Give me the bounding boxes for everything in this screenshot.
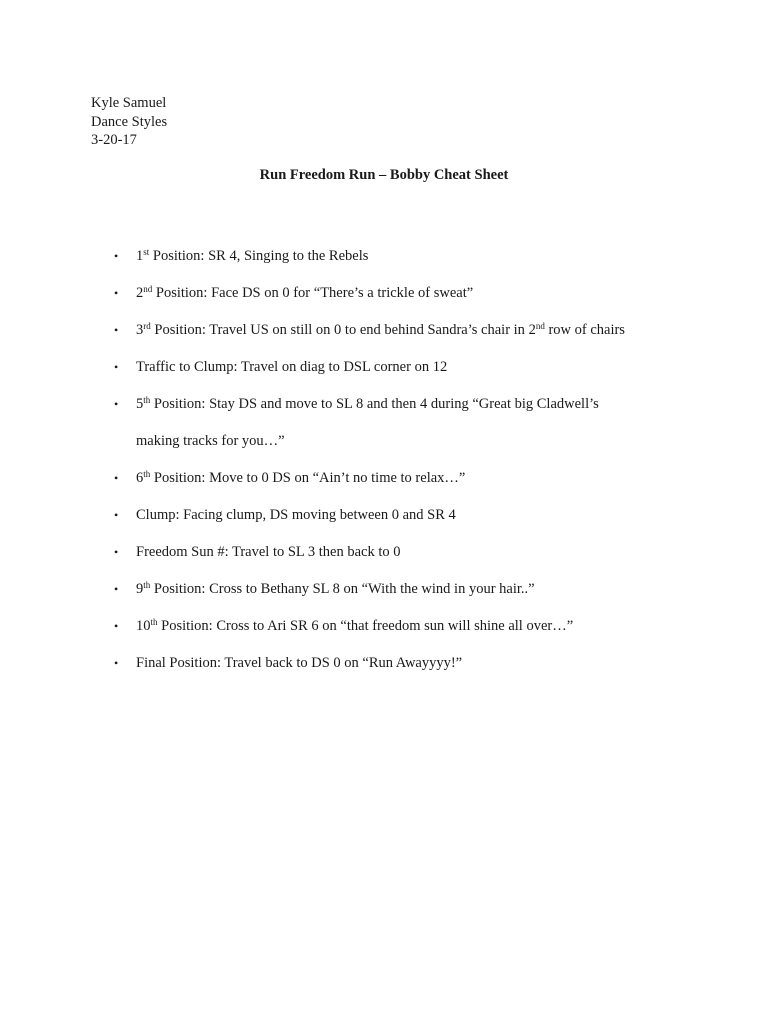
item-text-start: 6 — [136, 470, 144, 486]
list-item — [0, 497, 768, 534]
item-text-start: 5 — [136, 396, 144, 412]
bullet-icon: • — [114, 656, 119, 670]
item-text-start: 3 — [136, 322, 144, 338]
position-list — [0, 238, 768, 682]
bullet-icon: • — [114, 582, 119, 596]
list-item-text — [136, 312, 768, 349]
list-item-text — [136, 534, 768, 571]
item-text-start: 1 — [136, 248, 144, 264]
bullet-icon: • — [114, 397, 119, 411]
ordinal-suffix: th — [150, 617, 158, 627]
item-text-start: 2 — [136, 285, 144, 301]
list-item-text — [136, 608, 768, 645]
item-text-start: Traffic to Clump: Travel on diag to DSL corner on 12 — [136, 359, 448, 375]
list-item — [0, 608, 768, 645]
ordinal-suffix: th — [143, 469, 151, 479]
list-item — [0, 238, 768, 275]
bullet-icon: • — [114, 508, 119, 522]
course-name: Dance Styles — [91, 113, 168, 130]
bullet-icon: • — [114, 286, 119, 300]
ordinal-suffix: th — [143, 580, 151, 590]
item-text: Position: Move to 0 DS on “Ain’t no time to relax…” — [150, 470, 466, 486]
ordinal-suffix: th — [143, 395, 151, 405]
document-date: 3-20-17 — [91, 132, 137, 148]
list-item — [0, 349, 768, 386]
list-item — [0, 275, 768, 312]
author-name: Kyle Samuel — [91, 95, 167, 111]
item-text-end: row of chairs — [544, 322, 625, 338]
list-item — [0, 386, 768, 460]
list-item — [0, 645, 768, 682]
item-text-start: Final Position: Travel back to DS 0 on “Run Awayyyy!” — [136, 655, 463, 671]
item-text: Position: SR 4, Singing to the Rebels — [149, 248, 369, 264]
ordinal-suffix: rd — [143, 321, 151, 331]
list-item-text — [136, 460, 768, 497]
item-text: Position: Face DS on 0 for “There’s a trickle of sweat” — [152, 285, 474, 301]
list-item — [0, 312, 768, 349]
item-text: Position: Travel US on still on 0 to end behind Sandra’s chair in — [150, 322, 529, 338]
item-text: Position: Stay DS and move to SL 8 and then 4 during “Great big Cladwell’s — [150, 396, 599, 412]
item-text: Position: Cross to Ari SR 6 on “that freedom sun will shine all over…” — [157, 618, 574, 634]
bullet-icon: • — [114, 471, 119, 485]
list-item — [0, 534, 768, 571]
item-text-start: 9 — [136, 581, 144, 597]
list-item-continuation: making tracks for you…” — [136, 433, 285, 449]
bullet-icon: • — [114, 360, 119, 374]
bullet-icon: • — [114, 249, 119, 263]
document-title: Run Freedom Run – Bobby Cheat Sheet — [259, 167, 509, 183]
list-item-text — [136, 275, 768, 312]
item-text-start: Freedom Sun #: Travel to SL 3 then back to 0 — [136, 544, 401, 560]
item-text-number: 2 — [528, 322, 536, 338]
list-item-text — [136, 571, 768, 608]
ordinal-suffix: st — [143, 247, 150, 257]
list-item-text — [136, 386, 768, 423]
document-header — [91, 94, 167, 150]
ordinal-suffix: nd — [143, 284, 153, 294]
item-text: Position: Cross to Bethany SL 8 on “With the wind in your hair..” — [150, 581, 535, 597]
bullet-icon: • — [114, 323, 119, 337]
list-item-text — [136, 645, 768, 682]
item-text-start: 10 — [136, 618, 151, 634]
list-item — [0, 460, 768, 497]
ordinal-suffix: nd — [535, 321, 545, 331]
list-item-text — [136, 497, 768, 534]
list-item-text — [136, 349, 768, 386]
item-text-start: Clump: Facing clump, DS moving between 0 and SR 4 — [136, 507, 456, 523]
bullet-icon: • — [114, 545, 119, 559]
list-item-text — [136, 238, 768, 275]
list-item — [0, 571, 768, 608]
bullet-icon: • — [114, 619, 119, 633]
